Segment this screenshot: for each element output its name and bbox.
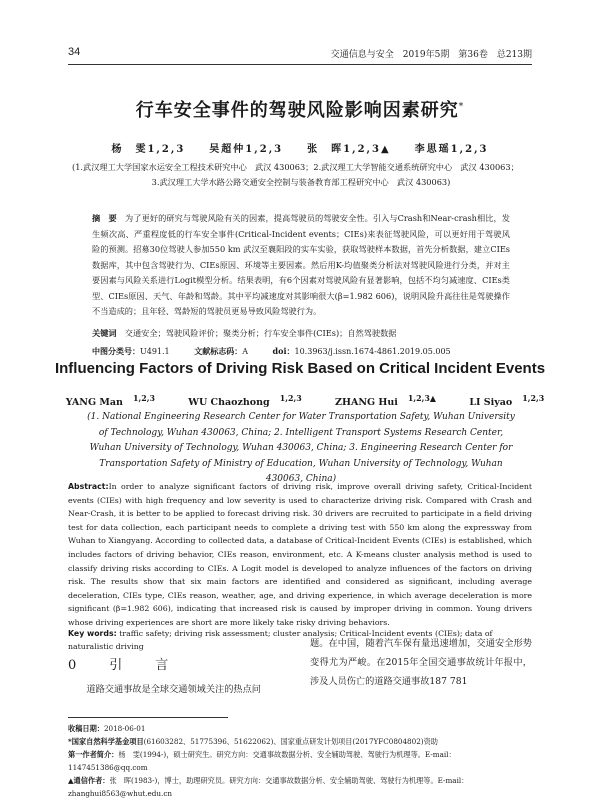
abstract-cn-label: 摘 要 bbox=[92, 213, 117, 223]
footnotes bbox=[68, 722, 532, 800]
author-en: YANG Man $^{1,2,3}$ bbox=[65, 394, 155, 409]
footnote-corresponding-author: ▲通信作者：张 晖(1983-)，博士，助理研究员。研究方向：交通事故数据分析、安全辅助驾驶、驾驶行为机理等。E-mail：zhanghui8563@whut.edu.cn bbox=[68, 776, 469, 798]
affiliation-cn-line: (1.武汉理工大学国家水运安全工程技术研究中心 武汉 430063；2.武汉理工大学智能交通系统研究中心 武汉 430063； bbox=[72, 162, 519, 172]
title-cn-footnote-mark: * bbox=[458, 102, 465, 112]
author-en: LI Siyao $^{1,2,3}$ bbox=[469, 394, 545, 409]
author-en: ZHANG Hui $^{1,2,3▲}$ bbox=[335, 394, 437, 409]
abstract-en-text: In order to analyze significant factors of driving risk, improve overall driving safety, Critical-Incident events (CIEs) with high frequency and low severity is used to characterize driving risk. Compared with Crash and Near-Crash, it is better to be applied to forecast driving risk. 30 drivers are recruited to participate in a field driving test for data collection, each participant needs to complete a driving test with 550 km along the expressway from Wuhan to Xiangyang. According to collected data, a database of Critical-Incident Events (CIEs) is established, which includes factors of driving behavior, CIEs reason, environment, etc. A K-means cluster analysis method is used to classify driving risks according to CIEs. A Logit model is developed to analyze influences of the factors on driving risk. The results show that six main factors are identified and considered as significant, including average deceleration, CIEs type, CIEs reason, weather, age, and driving experience, in which average deceleration is more significant (β=1.982 606), indicating that increased risk is caused by improper driving in common. Young drivers whose driving experiences are short are more likely take risky driving behaviors. bbox=[68, 482, 532, 627]
footnote-fund: *国家自然科学基金项目(61603282、51775396、51622062)、国家重点研发计划项目(2017YFC0804802)资助 bbox=[68, 737, 438, 746]
footnote-first-author: 第一作者简介：杨 雯(1994-)，硕士研究生。研究方向：交通事故数据分析、安全辅助驾驶、驾驶行为机理等。E-mail：1147451386@qq.com bbox=[68, 750, 456, 772]
doc-code: A bbox=[242, 347, 248, 356]
doi-label: doi： bbox=[272, 346, 295, 356]
keywords-en-text: traffic safety; driving risk assessment; cluster analysis; Critical-Incident events (CIEs); data of naturalistic driving bbox=[68, 629, 493, 651]
doc-code-label: 文献标志码： bbox=[194, 346, 243, 356]
journal-info: 交通信息与安全 2019年5期 第36卷 总213期 bbox=[330, 50, 532, 60]
doi-value: 10.3963/j.issn.1674-4861.2019.05.005 bbox=[294, 347, 451, 356]
author-en: WU Chaozhong $^{1,2,3}$ bbox=[188, 394, 302, 409]
affiliation-en: (1. National Engineering Research Center for Water Transportation Safety, Wuhan University of Technology, Wuhan 430063, China; 2. Intelligent Transport Systems Research Center, Wuhan University of Technology, Wuhan 430063, China; 3. Engineering Research Center for Transportation Safety of Ministry of Education, Wuhan University of Technology, Wuhan 430063, China) bbox=[87, 412, 515, 484]
intro-paragraph-right: 题。在中国，随着汽车保有量迅速增加，交通安全形势变得尤为严峻。在2015年全国交通事故统计年报中，涉及人员伤亡的道路交通事故187 781 bbox=[310, 638, 532, 687]
header-rule bbox=[68, 64, 532, 65]
keywords-cn bbox=[92, 326, 510, 341]
abstract-en-label: Abstract: bbox=[68, 482, 109, 491]
abstract-cn-text: 为了更好的研究与驾驶风险有关的因素，提高驾驶员的驾驶安全性。引入与Crash和Near-crash相比，发生频次高、严重程度低的行车安全事件(Critical-Incident events；CIEs)来表征驾驶风险，可以更好用于驾驶风险的预测。招募30位驾驶人参加550 km 武汉至襄阳段的实车实验，获取驾驶样本数据，首先分析数据，建立CIEs数据库，其中包含驾驶行为、CIEs原因、环境等主要因素。然后用K-均值聚类分析法对驾驶风险进行分类，并对主要因素与风险关系进行Logit模型分析。结果表明，有6个因素对驾驶风险有显著影响，包括不均匀减速度、CIEs类型、CIEs原因、天气、年龄和驾龄。其中平均减速度对其影响很大(β=1.982 606)，说明风险升高往往是驾驶操作不当造成的；且年轻、驾龄短的驾驶员更易导致风险驾驶行为。 bbox=[92, 213, 510, 316]
footnote-rule bbox=[68, 717, 228, 718]
affiliations-cn bbox=[72, 160, 530, 190]
keywords-cn-label: 关键词 bbox=[92, 328, 117, 338]
running-header bbox=[68, 46, 532, 60]
footnote-received: 收稿日期：2018-06-01 bbox=[68, 724, 146, 733]
title-en: Influencing Factors of Driving Risk Based on Critical Incident Events bbox=[54, 360, 546, 377]
classification-cn bbox=[92, 344, 510, 359]
keywords-en-label: Key words: bbox=[68, 629, 117, 638]
affiliation-cn-line: 3.武汉理工大学水路公路交通安全控制与装备教育部工程研究中心 武汉 430063) bbox=[151, 177, 451, 187]
abstract-cn bbox=[92, 211, 510, 320]
abstract-en bbox=[68, 480, 532, 630]
authors-cn: 杨 雯1,2,3 吴超仲1,2,3 张 晖1,2,3▲ 李思瑶1,2,3 bbox=[111, 144, 489, 155]
intro-paragraph-left: 道路交通事故是全球交通领域关注的热点问 bbox=[86, 684, 261, 695]
page-number: 34 bbox=[68, 46, 81, 58]
section-heading-intro: 0 引 言 bbox=[68, 658, 179, 673]
title-cn-text: 行车安全事件的驾驶风险影响因素研究 bbox=[135, 100, 459, 121]
title-cn bbox=[0, 96, 600, 122]
authors-en bbox=[0, 394, 600, 408]
clc-label: 中图分类号： bbox=[92, 346, 140, 356]
keywords-cn-text: 交通安全；驾驶风险评价；聚类分析；行车安全事件(CIEs)；自然驾驶数据 bbox=[124, 328, 397, 338]
clc-number: U491.1 bbox=[140, 347, 170, 356]
